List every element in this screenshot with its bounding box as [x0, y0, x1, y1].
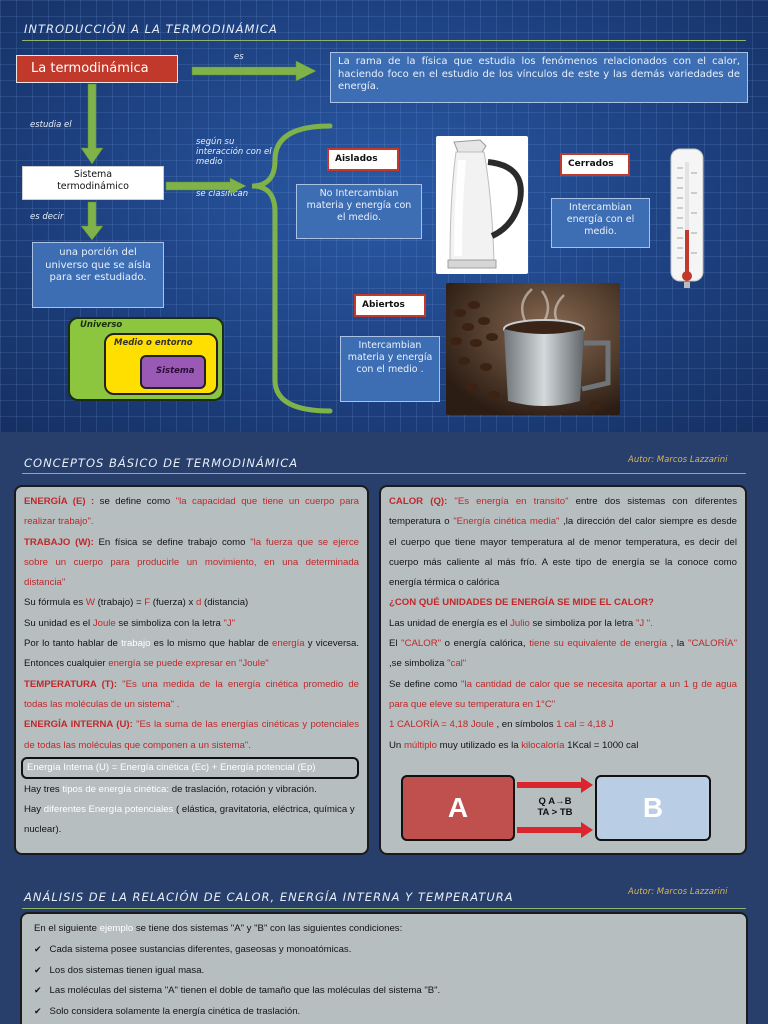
arrow-sistema [166, 178, 246, 194]
analisis-section [0, 864, 768, 1024]
panel-calor: CALOR (Q): "Es energía en transito" entre dos sistemas con diferentes temperatura o "Energía cinética media" ,la dirección del calor siempre es desde el cuerpo que tiene mayor temperatura al de menor temperatura, es decir del cuerpo más caliente al más frío. A este tipo de energía se la conoce como energía térmica o calórica ¿CON QUÉ UNIDADES DE ENERGÍA SE MIDE EL CALOR? Las unidad de energía es el Julio se simboliza por la letra "J ". El "CALOR" o energía calórica, tiene su equivalente de energía , la "CALORÍA" ,se simboliza "cal" Se define como "la cantidad de calor que se necesita aportar a un 1 g de agua para que eleve su temperatura en 1°C" 1 CALORÍA = 4,18 Joule , en símbolos 1 cal = 4,18 J Un múltiplo muy utilizado es la kilocaloría 1Kcal = 1000 cal A B Q A→B TA > TB [379, 485, 747, 855]
abiertos-desc: Intercambian materia y energía con el medio . [340, 336, 440, 402]
cerrados-desc: Intercambian energía con el medio. [551, 198, 650, 248]
pregunta-unidades: ¿CON QUÉ UNIDADES DE ENERGÍA SE MIDE EL CALOR? [389, 597, 654, 609]
condition-item: ✔ Solo considera solamente la energía cinética de traslación. [34, 1002, 734, 1023]
thermometer-image [670, 148, 704, 290]
term-energia-interna: ENERGÍA INTERNA (U): [24, 719, 133, 731]
condition-item: ✔ Las moléculas del sistema "A" tienen el doble de tamaño que las moléculas del sistema "B". [34, 981, 734, 1002]
classification-brace [252, 126, 330, 411]
title-rule [22, 908, 746, 909]
conceptos-section [0, 432, 768, 864]
arrow-es-decir [81, 202, 103, 240]
intro-section [0, 0, 768, 432]
condition-item: ✔ Los dos sistemas tienen igual masa. [34, 961, 734, 982]
term-calor: CALOR (Q): [389, 496, 448, 507]
term-trabajo: TRABAJO (W): [24, 536, 94, 548]
system-b-box: B [595, 775, 711, 841]
cerrados-label: Cerrados [560, 153, 630, 176]
term-energia: ENERGÍA (E) : [24, 496, 95, 507]
es-decir-label: es decir [30, 212, 64, 222]
arrow-es [192, 61, 316, 81]
author-label: Autor: Marcos Lazzarini [628, 887, 728, 897]
coffee-mug-image [446, 283, 620, 415]
heat-arrow-bottom [517, 822, 593, 838]
sistema-box: Sistema termodinámico [22, 166, 164, 200]
main-concept-box: La termodinámica [16, 55, 178, 83]
clasifican-label: se clasifican [196, 189, 249, 199]
medio-region [104, 333, 218, 395]
author-label: Autor: Marcos Lazzarini [628, 455, 728, 465]
sistema-region [140, 355, 206, 389]
def-trabajo: "la fuerza que se ejerce sobre un cuerpo para producirle un movimiento, en una determinada distancia" [24, 536, 359, 589]
definition-box: La rama de la física que estudia los fenómenos relacionados con el calor, haciendo foco en el estudio de los vínculos de este y las demás variedades de energía. [330, 52, 748, 103]
section-title-intro: INTRODUCCIÓN A LA TERMODINÁMICA [24, 22, 278, 36]
abiertos-label: Abiertos [354, 294, 426, 317]
analisis-intro: En el siguiente ejemplo se tiene dos sistemas "A" y "B" con las siguientes condiciones: [34, 923, 403, 934]
hablar-paragraph: Por lo tanto hablar de trabajo es lo mismo que hablar de energía y viceversa. Entonces cualquier energía se puede expresar en "Joule" [24, 638, 359, 670]
aislados-desc: No Intercambian materia y energía con el medio. [296, 184, 422, 239]
calor-equivalente: El "CALOR" o energía calórica, tiene su equivalente de energía , la "CALORÍA" ,se simboliza "cal" [389, 638, 737, 670]
section-title-analisis: ANÁLISIS DE LA RELACIÓN DE CALOR, ENERGÍA INTERNA Y TEMPERATURA [24, 890, 514, 904]
def-temperatura: "Es una medida de la energía cinética promedio de todas las moléculas de un sistema" . [24, 678, 360, 710]
estudia-label: estudia el [30, 120, 72, 130]
kilocaloria: Un múltiplo muy utilizado es la kilocaloría 1Kcal = 1000 cal [389, 739, 639, 751]
heat-flow-label: Q A→B TA > TB [537, 796, 573, 818]
tipos-potencial: Hay diferentes Energía potenciales ( elástica, gravitatoria, eléctrica, química y nuclear). [24, 804, 355, 836]
title-rule [22, 473, 746, 474]
section-title-conceptos: CONCEPTOS BÁSICO DE TERMODINÁMICA [24, 456, 299, 470]
medio-label: Medio o entorno [114, 338, 193, 348]
heat-arrow-top [517, 777, 593, 793]
tipos-cinetica: Hay tres tipos de energía cinética: de traslación, rotación y vibración. [24, 783, 317, 795]
panel-energia: ENERGÍA (E) : se define como "la capacidad que tiene un cuerpo para realizar trabajo". TRABAJO (W): En física se define trabajo como "la fuerza que se ejerce sobre un cuerpo para producirle un movimiento, en una determinada distancia" Su fórmula es W (trabajo) = F (fuerza) x d (distancia) Su unidad es el Joule se simboliza con la letra "J" Por lo tanto hablar de trabajo es lo mismo que hablar de energía y viceversa. Entonces cualquier energía se puede expresar en "Joule" TEMPERATURA (T): "Es una medida de la energía cinética promedio de todas las moléculas de un sistema" . ENERGÍA INTERNA (U): "Es la suma de las energías cinéticas y potenciales de todas las moléculas que componen a un sistema". Energía Interna (U) = Energía cinética (Ec) + Energía potencial (Ep) Hay tres tipos de energía cinética: de traslación, rotación y vibración. Hay diferentes Energía potenciales ( elástica, gravitatoria, eléctrica, química y nuclear). [14, 485, 369, 855]
segun-label: según su interacción con el medio [196, 137, 272, 167]
def-energia-interna: "Es la suma de las energías cinéticas y potenciales de todas las moléculas que componen a un sistema". [24, 719, 359, 751]
caloria-definicion: Se define como "la cantidad de calor que se necesita aportar a un 1 g de agua para que eleve su temperatura en 1°C" [389, 678, 737, 710]
thermos-image [436, 136, 528, 274]
arrow-estudia [81, 84, 103, 164]
sistema-label: Sistema [156, 366, 195, 376]
aislados-label: Aislados [327, 148, 399, 171]
unidad-julio: Las unidad de energía es el Julio se simboliza por la letra "J ". [389, 617, 653, 629]
term-temperatura: TEMPERATURA (T): [24, 678, 118, 690]
es-label: es [234, 52, 244, 62]
formula-trabajo: Su fórmula es W (trabajo) = F (fuerza) x d (distancia) [24, 597, 249, 609]
energia-interna-formula: Energía Interna (U) = Energía cinética (Ec) + Energía potencial (Ep) [21, 757, 359, 779]
universo-label: Universo [80, 320, 123, 330]
panel-analisis [20, 912, 748, 1024]
unidad-joule: Su unidad es el Joule se simboliza con la letra "J" [24, 617, 236, 629]
porcion-box: una porción del universo que se aísla para ser estudiado. [32, 242, 164, 308]
system-a-box: A [401, 775, 515, 841]
condition-item: ✔ Cada sistema posee sustancias diferentes, gaseosas y monoatómicas. [34, 940, 734, 961]
equivalencia: 1 CALORÍA = 4,18 Joule , en símbolos 1 cal = 4,18 J [389, 719, 614, 731]
def-energia: "la capacidad que tiene un cuerpo para realizar trabajo". [24, 496, 359, 528]
universo-diagram [68, 317, 224, 401]
